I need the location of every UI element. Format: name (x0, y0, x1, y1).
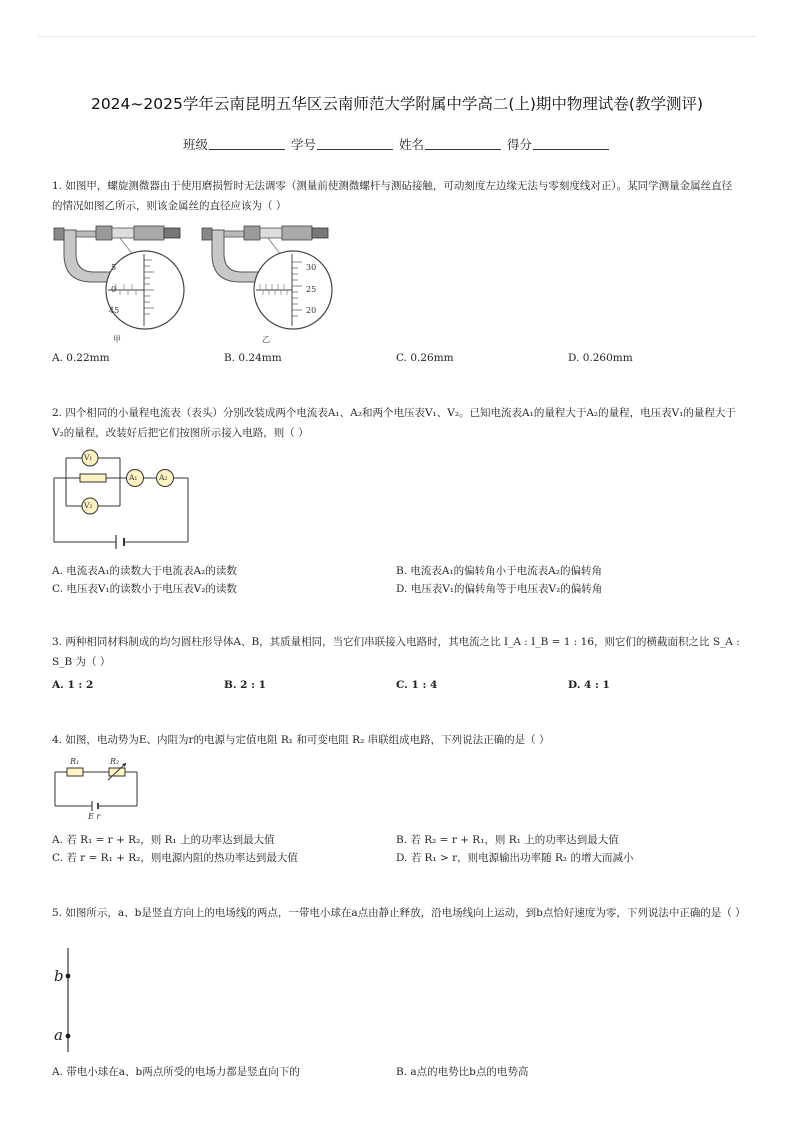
id-label: 学号 (290, 137, 316, 152)
meter-v1-label: V₁ (84, 453, 93, 462)
q4-option-c[interactable]: C. 若 r = R₁ + R₂，则电源内阻的热功率达到最大值 (52, 852, 298, 864)
question-4-text: 4. 如图，电动势为E、内阻为r的电源与定值电阻 R₁ 和可变电阻 R₂ 串联组成电路，下列说法正确的是（ ） (52, 734, 550, 746)
q4-option-a[interactable]: A. 若 R₁ = r + R₂，则 R₁ 上的功率达到最大值 (52, 834, 275, 846)
q4-option-d[interactable]: D. 若 R₁ > r，则电源输出功率随 R₂ 的增大而减小 (396, 852, 634, 864)
q1-option-a[interactable]: A. 0.22mm (52, 352, 110, 364)
meter-a1-label: A₁ (129, 473, 138, 482)
question-2-text: 2. 四个相同的小量程电流表（表头）分别改装成两个电流表A₁、A₂和两个电压表V₁、V₂。已知电流表A₁的量程大于A₂的量程，电压表V₁的量程大于V₂的量程，改装好后把它们按图所示接入电路，则（ ） (52, 407, 736, 439)
micrometer-b-scale-25: 25 (306, 285, 317, 294)
q1-option-c[interactable]: C. 0.26mm (396, 352, 454, 364)
point-b-label: b (54, 967, 64, 985)
micrometer-figure-a (50, 222, 190, 344)
id-blank[interactable] (317, 137, 393, 150)
q1-option-b[interactable]: B. 0.24mm (224, 352, 282, 364)
r2-label: R₂ (110, 757, 120, 766)
q2-option-b[interactable]: B. 电流表A₁的偏转角小于电流表A₂的偏转角 (396, 565, 602, 577)
emf-label: E r (88, 812, 101, 821)
q2-option-c[interactable]: C. 电压表V₁的读数小于电压表V₂的读数 (52, 583, 237, 595)
question-3-text: 3. 两种相同材料制成的均匀圆柱形导体A、B，其质量相同，当它们串联接入电路时，其电流之比 I_A : I_B = 1 : 16，则它们的横截面积之比 S_A : S_B 为（ ） (52, 636, 740, 668)
circuit-diagram-q4 (52, 758, 142, 816)
q3-option-d[interactable]: D. 4 : 1 (568, 679, 610, 691)
micrometer-a-scale-5: 5 (111, 263, 117, 272)
q2-option-d[interactable]: D. 电压表V₁的偏转角等于电压表V₂的偏转角 (396, 583, 603, 595)
q5-option-a[interactable]: A. 带电小球在a、b两点所受的电场力都是竖直向下的 (52, 1066, 300, 1078)
q2-option-a[interactable]: A. 电流表A₁的读数大于电流表A₂的读数 (52, 565, 237, 577)
name-blank[interactable] (425, 137, 501, 150)
score-blank[interactable] (533, 137, 609, 150)
student-info-row (0, 135, 794, 153)
class-label: 班级 (182, 137, 208, 152)
q3-option-b[interactable]: B. 2 : 1 (224, 679, 266, 691)
q4-option-b[interactable]: B. 若 R₂ = r + R₁，则 R₁ 上的功率达到最大值 (396, 834, 619, 846)
q3-option-c[interactable]: C. 1 : 4 (396, 679, 438, 691)
micrometer-b-scale-20: 20 (306, 306, 317, 315)
micrometer-a-scale-45: 45 (109, 306, 120, 315)
micrometer-b-scale-30: 30 (306, 263, 317, 272)
point-a-label: a (54, 1026, 63, 1044)
score-label: 得分 (506, 137, 532, 152)
question-1-text: 1. 如图甲，螺旋测微器由于使用磨损暂时无法调零（测量前使测微螺杆与测砧接触，可动刻度左边缘无法与零刻度线对正）。某同学测量金属丝直径的情况如图乙所示，则该金属丝的直径应该为（ ） (52, 180, 733, 212)
question-5-text: 5. 如图所示，a、b是竖直方向上的电场线的两点，一带电小球在a点由静止释放，沿电场线向上运动，到b点恰好速度为零，下列说法中正确的是（ ） (52, 907, 746, 919)
circuit-diagram-q2 (52, 446, 192, 550)
q1-option-d[interactable]: D. 0.260mm (568, 352, 633, 364)
micrometer-a-caption: 甲 (113, 335, 121, 344)
meter-a2-label: A₂ (159, 473, 168, 482)
class-blank[interactable] (209, 137, 285, 150)
page-title: 2024~2025学年云南昆明五华区云南师范大学附属中学高二(上)期中物理试卷(教学测评) (90, 95, 704, 113)
micrometer-a-scale-0: 0 (111, 285, 117, 294)
q5-option-b[interactable]: B. a点的电势比b点的电势高 (396, 1066, 529, 1078)
micrometer-figure-b (198, 222, 338, 344)
name-label: 姓名 (398, 137, 424, 152)
r1-label: R₁ (70, 757, 80, 766)
micrometer-b-caption: 乙 (262, 335, 270, 344)
q3-option-a[interactable]: A. 1 : 2 (52, 679, 94, 691)
meter-v2-label: V₂ (84, 501, 93, 510)
top-divider (38, 36, 756, 37)
